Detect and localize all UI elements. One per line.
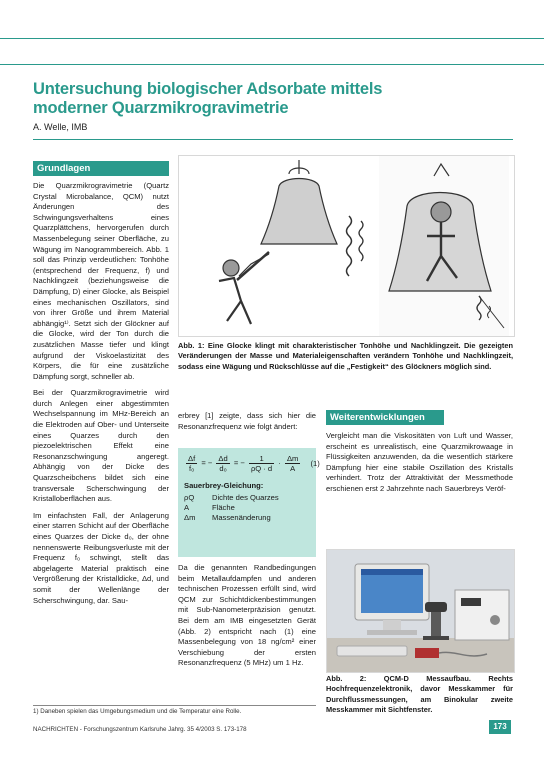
equals-minus: = − bbox=[233, 458, 245, 468]
sauerbrey-formula-box bbox=[178, 448, 320, 557]
column-middle-continued bbox=[178, 563, 316, 669]
fraction-mass-area bbox=[285, 454, 300, 473]
multiply-dot: · bbox=[278, 458, 281, 468]
figure-2-caption: Abb. 2: QCM-D Messaufbau. Rechts Hochfrequenzelektronik, davor Messkammer für Durchflussmessungen, am Binokular zweite Messkammer mit Sichtfenster. bbox=[326, 674, 513, 715]
formula-legend-title: Sauerbrey-Gleichung: bbox=[184, 481, 264, 490]
fraction-density bbox=[249, 454, 274, 473]
top-rule bbox=[0, 38, 544, 39]
legend-symbol: Δm bbox=[184, 513, 196, 522]
numerator: 1 bbox=[249, 454, 274, 464]
section-heading-weiterentwicklungen: Weiterentwicklungen bbox=[326, 410, 444, 425]
qcm-lab-photo bbox=[327, 550, 514, 672]
denominator: d₀ bbox=[219, 464, 227, 473]
formula-legend bbox=[184, 493, 283, 523]
equals-minus: = − bbox=[201, 458, 213, 468]
legend-row bbox=[184, 513, 283, 523]
numerator: Δf bbox=[188, 454, 196, 463]
author-rule bbox=[33, 139, 513, 140]
equation-number: (1) bbox=[310, 458, 320, 468]
fraction-delta-d bbox=[216, 454, 229, 473]
column-left bbox=[33, 181, 169, 606]
legend-description: Dichte des Quarzes bbox=[212, 493, 279, 502]
page-number: 173 bbox=[489, 720, 511, 734]
figure-2-image bbox=[326, 549, 515, 673]
journal-footer: NACHRICHTEN - Forschungszentrum Karlsruhe Jahrg. 35 4/2003 S. 173-178 bbox=[33, 726, 247, 733]
sauerbrey-equation bbox=[184, 454, 320, 473]
bell-ringer-sketch bbox=[179, 156, 514, 336]
article-title bbox=[33, 80, 513, 118]
numerator: Δd bbox=[218, 454, 228, 463]
legend-description: Fläche bbox=[212, 503, 235, 512]
figure-1-image bbox=[178, 155, 515, 337]
paragraph: Da die genannten Randbedingungen beim Metallaufdampfen und anderen technischen Prozessen erfüllt sind, wird QCM zur Schichtdickenbestimmungen mit Sub-Nanometerpräzision genutzt. Bei dem am IMB eingesetzten Gerät (Abb. 2) entspricht nach (1) eine Massenbelegung von 18 ng/cm² einer Verschiebung der ersten Resonanzfrequenz (5 MHz) um 1 Hz. bbox=[178, 563, 316, 668]
author-line: A. Welle, IMB bbox=[33, 122, 88, 132]
legend-symbol: A bbox=[184, 503, 190, 512]
denominator: A bbox=[290, 464, 296, 473]
header-rule bbox=[0, 64, 544, 65]
paragraph: Bei der Quarzmikrogravimetrie wird durch Anlegen einer abgestimmten Wechselspannung im MHz-Bereich an die Elektroden auf Ober- und Unterseite eines Quarzes durch den piezoelektrischen Effekt eine Resonanzschwingung angeregt. Abhängig von der Dicke des Quarzscheibchens bildet sich eine transversale Scherschwingung der Kristalloberflächen aus. bbox=[33, 388, 169, 504]
denominator: f₀ bbox=[188, 464, 195, 473]
paragraph: Vergleicht man die Viskositäten von Luft und Wasser, erscheint es unrealistisch, eine Quarzmikrowaage in Flüssigkeiten anzuwenden, da die wesentlich stärkere Dämpfung hier eine stabile Oszillation des Kristalls verhindert. Trotz der Attraktivität der Messmethode erschienen erst 2 Jahrzehnte nach Sauerbreys Veröf- bbox=[326, 431, 513, 493]
column-middle bbox=[178, 411, 316, 438]
footnote-rule bbox=[33, 705, 316, 706]
legend-row bbox=[184, 493, 283, 503]
figure-1-caption: Abb. 1: Eine Glocke klingt mit charakteristischer Tonhöhe und Nachklingzeit. Die gezeigten Veränderungen der Masse und Materialeigenschaften verändern Tonhöhe und Nachklingzeit, sodass eine Wägung und Rückschlüsse auf die „Festigkeit“ des Glöckners möglich sind. bbox=[178, 341, 513, 371]
legend-description: Massenänderung bbox=[212, 513, 271, 522]
column-right bbox=[326, 431, 513, 495]
title-line-1: Untersuchung biologischer Adsorbate mittels bbox=[33, 80, 383, 98]
legend-row bbox=[184, 503, 283, 513]
title-line-2: moderner Quarzmikrogravimetrie bbox=[33, 99, 289, 117]
fraction-delta-f bbox=[186, 454, 197, 473]
paragraph: erbrey [1] zeigte, dass sich hier die Resonanzfrequenz wie folgt ändert: bbox=[178, 411, 316, 431]
footnote: 1) Daneben spielen das Umgebungsmedium und die Temperatur eine Rolle. bbox=[33, 708, 242, 715]
legend-symbol: ρQ bbox=[184, 493, 195, 502]
paragraph: Die Quarzmikrogravimetrie (Quartz Crystal Microbalance, QCM) nutzt Änderungen des Schwingungsverhaltens eines Quarzplättchens, hervorgerufen durch Massenbelegung seiner Oberfläche, zu Wägung im Nanogrammbereich. Abb. 1 soll das Prinzip verdeutlichen: Tonhöhe (entsprechend der Frequenz, f) und Nachklingzeit (beziehungsweise die Dämpfung, D) einer Glocke, als Beispiel eines mechanischen Oszillators, sind von ihrer Größe und ihrem Material abhängig¹⁾. Setzt sich der Glöckner auf die Glocke, wird der Ton durch die zusätzlichen Masse tiefer und klingt aufgrund der Viskoelastizität des Körpers, die für eine zusätzliche Dämpfung sorgt, schneller ab. bbox=[33, 181, 169, 381]
section-heading-grundlagen: Grundlagen bbox=[33, 161, 169, 176]
numerator: Δm bbox=[286, 454, 299, 463]
paragraph: Im einfachsten Fall, der Anlagerung einer starren Schicht auf der Oberfläche eines Quarzes der Dicke d₀, der ohne nennenswerte Reibungsverluste mit der Frequenz f₀ schwingt, stellt das abgelagerte Material praktisch eine Vergrößerung der Kristalldicke, Δd, und somit der Wellenlänge der Scherschwingung, dar. Sau- bbox=[33, 510, 169, 605]
denominator: ρQ · d bbox=[250, 464, 273, 473]
